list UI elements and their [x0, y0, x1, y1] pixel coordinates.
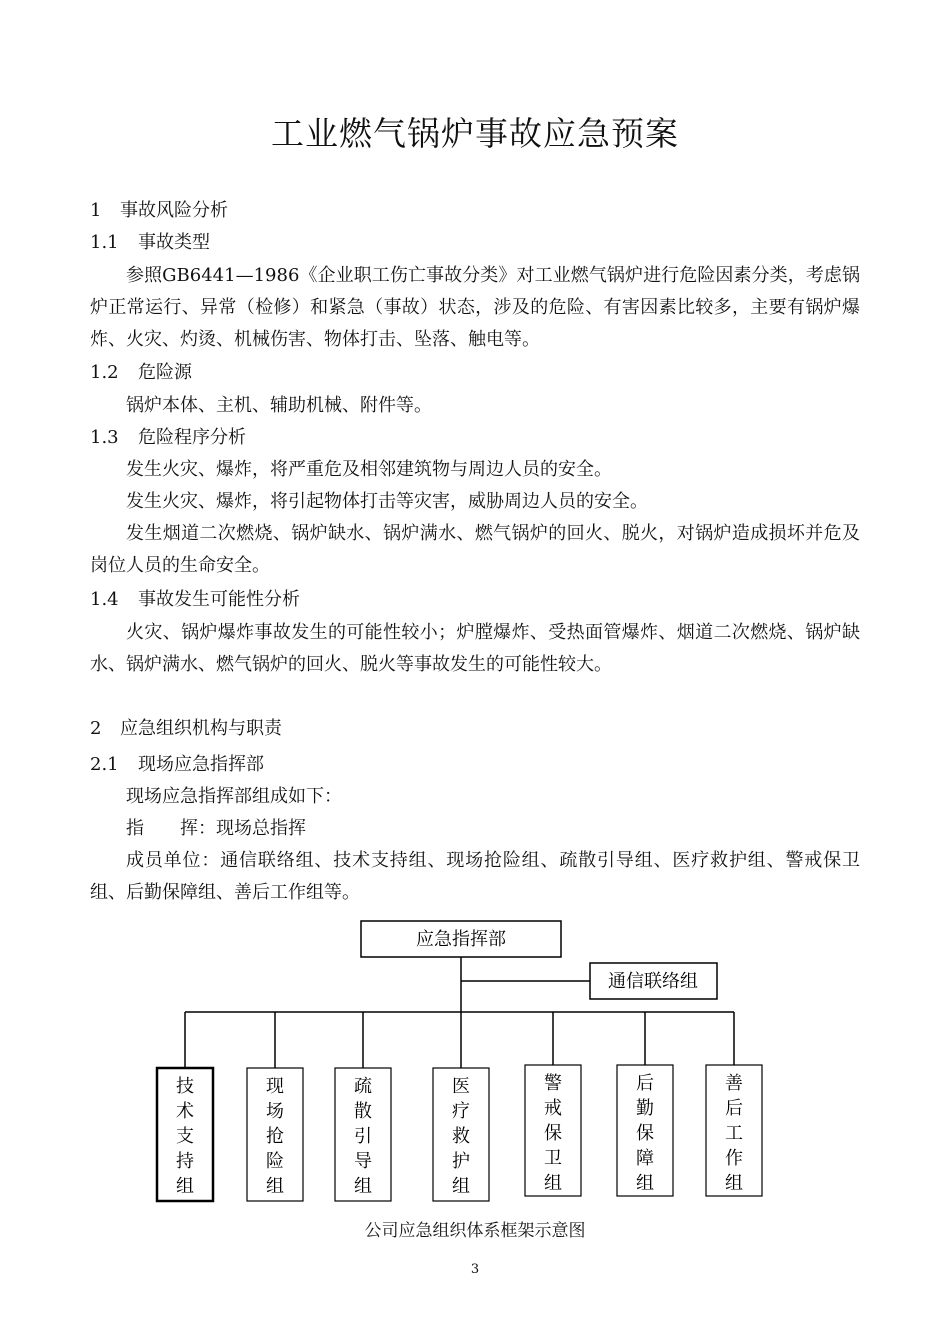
- section-number: 1.3: [90, 427, 119, 448]
- group-label-char: 术: [176, 1101, 194, 1122]
- group-label-char: 散: [354, 1101, 372, 1122]
- group-label-char: 后: [636, 1073, 654, 1094]
- page-number: 3: [470, 1262, 480, 1277]
- document-title: 工业燃气锅炉事故应急预案: [271, 114, 679, 153]
- paragraph-hazard-sources: 锅炉本体、主机、辅助机械、附件等。: [126, 395, 432, 416]
- group-label-char: 作: [725, 1148, 743, 1169]
- group-label-char: 医: [452, 1076, 470, 1097]
- group-label-char: 组: [725, 1173, 743, 1194]
- paragraph-member-units: 成员单位：通信联络组、技术支持组、现场抢险组、疏散引导组、医疗救护组、警戒保卫组、后勤保障组、善后工作组等。: [90, 850, 860, 903]
- section-title: 事故发生可能性分析: [138, 589, 300, 610]
- section-title: 应急组织机构与职责: [120, 718, 282, 739]
- paragraph-risk-1: 发生火灾、爆炸，将严重危及相邻建筑物与周边人员的安全。: [126, 459, 612, 480]
- group-boxes: [157, 1012, 762, 1201]
- chart-caption: 公司应急组织体系框架示意图: [364, 1221, 586, 1241]
- paragraph-risk-3: 发生烟道二次燃烧、锅炉缺水、锅炉满水、燃气锅炉的回火、脱火，对锅炉造成损坏并危及岗位人员的生命安全。: [90, 523, 860, 576]
- command-label: 应急指挥部: [416, 929, 506, 950]
- group-label-char: 保: [636, 1123, 654, 1144]
- commander-label: 指 挥：: [126, 818, 216, 839]
- group-label-char: 支: [176, 1126, 194, 1147]
- group-label-char: 警: [544, 1073, 562, 1094]
- section-title: 事故风险分析: [120, 200, 228, 221]
- section-number: 1.1: [90, 232, 119, 253]
- group-label-char: 场: [266, 1101, 284, 1122]
- group-label-char: 后: [725, 1098, 743, 1119]
- paragraph-command-intro: 现场应急指挥部组成如下：: [126, 786, 342, 807]
- group-label-char: 戒: [544, 1098, 562, 1119]
- group-label-char: 工: [725, 1123, 743, 1144]
- group-label-char: 抢: [266, 1126, 284, 1147]
- group-label-char: 组: [544, 1173, 562, 1194]
- group-label-char: 组: [636, 1173, 654, 1194]
- group-label-char: 引: [354, 1126, 372, 1147]
- group-label-char: 组: [266, 1176, 284, 1197]
- group-label-char: 善: [725, 1073, 743, 1094]
- section-title: 现场应急指挥部: [138, 754, 264, 775]
- group-label-char: 卫: [544, 1148, 562, 1169]
- paragraph-accident-types: 参照GB6441—1986《企业职工伤亡事故分类》对工业燃气锅炉进行危险因素分类，考虑锅炉正常运行、异常（检修）和紧急（事故）状态，涉及的危险、有害因素比较多，主要有锅炉爆炸、火灾、灼烫、机械伤害、物体打击、坠落、触电等。: [90, 265, 860, 350]
- section-number: 2: [90, 718, 102, 739]
- commander-value: 现场总指挥: [216, 818, 306, 839]
- group-label-char: 护: [452, 1151, 470, 1172]
- group-label-char: 险: [266, 1151, 284, 1172]
- section-number: 1: [90, 200, 102, 221]
- group-label-char: 导: [354, 1151, 372, 1172]
- group-label-char: 保: [544, 1123, 562, 1144]
- group-label-char: 技: [176, 1076, 194, 1097]
- group-label-char: 障: [636, 1148, 654, 1169]
- group-label-char: 疏: [354, 1076, 372, 1097]
- group-label-char: 疗: [452, 1101, 470, 1122]
- comm-group-label: 通信联络组: [608, 971, 698, 992]
- group-label-char: 现: [266, 1076, 284, 1097]
- group-label-char: 组: [452, 1176, 470, 1197]
- section-number: 1.4: [90, 589, 119, 610]
- group-label-char: 勤: [636, 1098, 654, 1119]
- section-title: 危险源: [138, 362, 192, 383]
- section-number: 1.2: [90, 362, 119, 383]
- section-title: 事故类型: [138, 232, 210, 253]
- group-label-char: 持: [176, 1151, 194, 1172]
- paragraph-risk-2: 发生火灾、爆炸，将引起物体打击等灾害，威胁周边人员的安全。: [126, 491, 648, 512]
- section-number: 2.1: [90, 754, 119, 775]
- paragraph-likelihood: 火灾、锅炉爆炸事故发生的可能性较小；炉膛爆炸、受热面管爆炸、烟道二次燃烧、锅炉缺水、锅炉满水、燃气锅炉的回火、脱火等事故发生的可能性较大。: [90, 622, 860, 675]
- group-label-char: 组: [176, 1176, 194, 1197]
- section-title: 危险程序分析: [138, 427, 246, 448]
- group-label-char: 组: [354, 1176, 372, 1197]
- group-label-char: 救: [452, 1126, 470, 1147]
